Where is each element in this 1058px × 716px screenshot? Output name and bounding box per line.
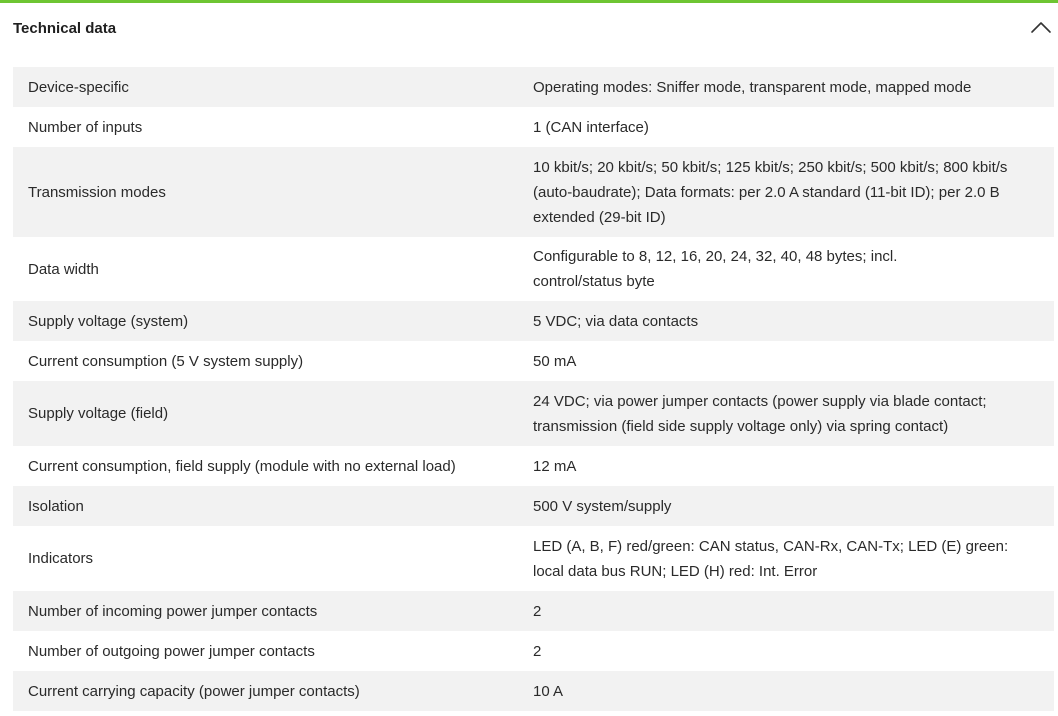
- row-label: Number of incoming power jumper contacts: [28, 602, 318, 620]
- row-value: 1 (CAN interface): [533, 118, 649, 136]
- row-value: 5 VDC; via data contacts: [533, 312, 699, 330]
- row-label: Device-specific: [28, 78, 129, 96]
- table-row: [13, 341, 1054, 381]
- row-value: Operating modes: Sniffer mode, transparent mode, mapped mode: [533, 78, 972, 96]
- row-value: 500 V system/supply: [533, 497, 672, 515]
- row-value: 50 mA: [533, 352, 577, 370]
- row-label: Number of outgoing power jumper contacts: [28, 642, 315, 660]
- table-row: [13, 486, 1054, 526]
- row-value: 24 VDC; via power jumper contacts (power supply via blade contact; transmission (field side supply voltage only) via spring contact): [533, 392, 987, 435]
- table-row: [13, 237, 1054, 301]
- table-row: [13, 107, 1054, 147]
- row-label: Current consumption, field supply (module with no external load): [28, 457, 456, 475]
- row-value: 2: [533, 602, 542, 620]
- row-label: Current carrying capacity (power jumper contacts): [28, 682, 360, 700]
- table-row: [13, 67, 1054, 107]
- row-label: Supply voltage (system): [28, 312, 189, 330]
- row-value: LED (A, B, F) red/green: CAN status, CAN-Rx, CAN-Tx; LED (E) green: local data bus RUN; LED (H) red: Int. Error: [533, 537, 1009, 580]
- row-value: 10 kbit/s; 20 kbit/s; 50 kbit/s; 125 kbit/s; 250 kbit/s; 500 kbit/s; 800 kbit/s (auto-baudrate); Data formats: per 2.0 A standard (11-bit ID); per 2.0 B extended (29-bit ID): [533, 158, 1008, 226]
- table-row: [13, 301, 1054, 341]
- table-row: [13, 147, 1054, 237]
- technical-data-header[interactable]: [0, 3, 1058, 55]
- row-value: 10 A: [533, 682, 564, 700]
- table-row: [13, 591, 1054, 631]
- row-value: Configurable to 8, 12, 16, 20, 24, 32, 40, 48 bytes; incl. control/status byte: [533, 248, 898, 290]
- row-value: 12 mA: [533, 457, 577, 475]
- table-row: [13, 631, 1054, 671]
- table-row: [13, 446, 1054, 486]
- row-label: Isolation: [28, 497, 84, 515]
- table-row: [13, 381, 1054, 446]
- section-title: Technical data: [13, 20, 117, 37]
- table-row: [13, 671, 1054, 711]
- chevron-up-icon[interactable]: [1030, 17, 1052, 39]
- row-value: 2: [533, 642, 542, 660]
- technical-data-table: [13, 67, 1054, 711]
- row-label: Current consumption (5 V system supply): [28, 352, 304, 370]
- table-row: [13, 526, 1054, 591]
- row-label: Data width: [28, 260, 99, 278]
- row-label: Number of inputs: [28, 118, 143, 136]
- row-label: Supply voltage (field): [28, 405, 169, 422]
- row-label: Indicators: [28, 550, 94, 567]
- row-label: Transmission modes: [28, 183, 166, 201]
